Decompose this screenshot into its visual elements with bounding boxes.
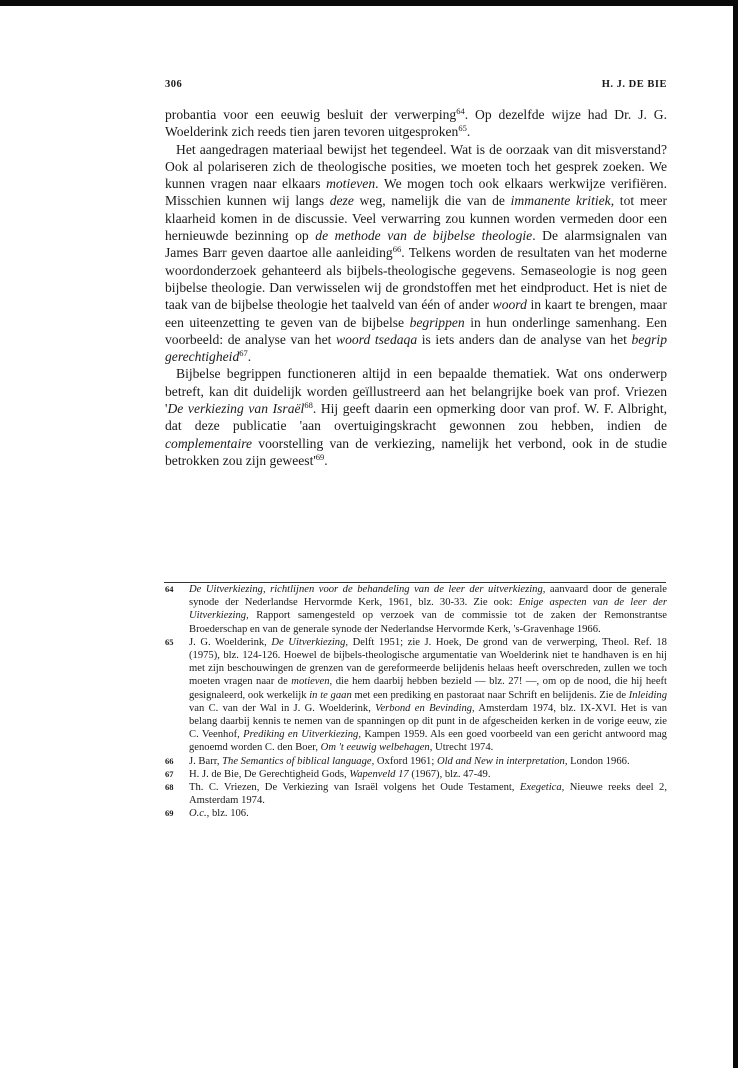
text: (1967), blz. 47-49. bbox=[408, 768, 491, 780]
text: die hem daarbij hebben bezield — blz. 27! —, om op de nood, die hij heeft gesignaleerd, ook werkelijk bbox=[189, 676, 667, 701]
emphasis: De verkiezing van Israël bbox=[167, 401, 305, 417]
text: in hun onderlinge samenhang. Een voorbeeld: de analyse van het bbox=[165, 314, 667, 347]
title: Prediking en Uitverkiezing, bbox=[243, 729, 361, 741]
footnote-68 bbox=[165, 781, 667, 807]
emphasis: deze bbox=[329, 193, 354, 209]
paragraph-3 bbox=[165, 365, 667, 469]
text: voorstelling van de verkiezing, namelijk het verbond, ook in de studie betrokken zou zijn geweest' bbox=[165, 435, 667, 468]
paragraph-2 bbox=[165, 141, 667, 366]
footnote-number: 66 bbox=[165, 755, 174, 766]
text: J. G. Woelderink, bbox=[189, 636, 272, 648]
title: Wapenveld 17 bbox=[349, 768, 409, 780]
title: De Uitverkiezing, richtlijnen voor de behandeling van de leer der uitverkiezing, bbox=[189, 584, 546, 595]
title: Enige aspecten van de leer der Uitverkiezing, bbox=[189, 597, 667, 622]
footnote-ref-65: 65 bbox=[458, 123, 467, 134]
footnote-number: 67 bbox=[165, 768, 174, 779]
footnote-number: 69 bbox=[165, 808, 174, 819]
emphasis: motieven, bbox=[291, 676, 333, 688]
text: Utrecht 1974. bbox=[432, 742, 494, 754]
emphasis: woord tsedaqa bbox=[336, 331, 418, 347]
emphasis: immanente kritiek bbox=[510, 193, 611, 209]
text: Oxford 1961; bbox=[374, 755, 437, 767]
footnote-ref-69: 69 bbox=[315, 451, 325, 462]
page-number: 306 bbox=[165, 79, 183, 90]
text: . bbox=[247, 349, 252, 365]
text: . Op dezelfde wijze had Dr. J. G. Woelderink zich reeds tien jaren tevoren uitgesproken bbox=[165, 107, 667, 140]
footnote-number: 65 bbox=[165, 636, 174, 647]
text: H. J. de Bie, De Gerechtigheid Gods, bbox=[189, 768, 350, 780]
footnote-ref-67: 67 bbox=[239, 348, 248, 359]
footnote-65 bbox=[165, 636, 667, 755]
footnote-ref-68: 68 bbox=[304, 400, 313, 411]
emphasis: in te gaan bbox=[309, 689, 352, 701]
running-head: H. J. DE BIE bbox=[601, 79, 667, 90]
text: . Hij geeft daarin een opmerking door van prof. W. F. Albright, dat deze publicatie 'aan overtuigingskracht gewonnen zou hebben, indien de bbox=[165, 401, 667, 434]
text: probantia voor een eeuwig besluit der verwerping bbox=[165, 107, 457, 122]
text: , tot meer klaarheid komen in de discussie. Veel verwarring zou kunnen worden vermeden door een hernieuwde bezinning op bbox=[165, 193, 668, 244]
footnote-67 bbox=[165, 768, 667, 781]
scan-border-top bbox=[0, 0, 738, 6]
text: met een prediking en pastoraat naar Schrift en belijdenis. Zie de bbox=[351, 689, 629, 701]
text: . bbox=[324, 452, 328, 468]
title: De Uitverkiezing, bbox=[271, 636, 349, 648]
emphasis: woord bbox=[492, 297, 527, 313]
footnote-ref-66: 66 bbox=[392, 244, 402, 255]
emphasis: motieven bbox=[326, 176, 376, 192]
text: Kampen 1959. Als een goed voorbeeld van een gericht antwoord mag genoemd worden C. den Boer, bbox=[189, 729, 667, 754]
emphasis: de methode van de bijbelse theologie bbox=[315, 228, 533, 244]
text: Th. C. Vriezen, De Verkiezing van Israël volgens het Oude Testament, bbox=[189, 782, 520, 794]
title: Om 't eeuwig welbehagen, bbox=[320, 742, 433, 754]
text: London 1966. bbox=[567, 755, 630, 767]
emphasis: begrip gerechtigheid bbox=[165, 331, 667, 365]
text: Bijbelse begrippen functioneren altijd in een bepaalde thematiek. Wat ons onderwerp betreft, kan dit duidelijk worden geïllustreerd aan het belangrijke boek van prof. Vriezen ' bbox=[165, 366, 667, 417]
footnote-number: 64 bbox=[165, 584, 174, 594]
text: Delft 1951; zie J. Hoek, De grond van de verwerping, Theol. Ref. 18 (1975), blz. 124-126. Hoewel de bijbels-theologische argumentatie van Woelderink niet te handhaven is en hij met zijn beschouwingen de grenzen van de gereformeerde belijdenis helaas heeft overschreden, zullen we toch moeten vragen naar de bbox=[189, 636, 667, 688]
title: O.c., bbox=[189, 808, 210, 820]
text: is iets anders dan de analyse van het bbox=[417, 331, 632, 347]
emphasis: complementaire bbox=[165, 435, 253, 451]
text: in kaart te brengen, maar een uiteenzetting te geven van de bijbelse bbox=[165, 297, 667, 330]
text: . We mogen toch ook elkaars werkwijze verifiëren. Misschien kunnen wij langs bbox=[165, 176, 667, 209]
emphasis: begrippen bbox=[409, 314, 465, 330]
text: aanvaard door de generale synode der Nederlandse Hervormde Kerk, 1961, blz. 30-33. Zie ook: bbox=[189, 584, 667, 609]
footnote-69 bbox=[165, 807, 667, 820]
footnote-66 bbox=[165, 755, 667, 768]
text: weg, namelijk die van de bbox=[353, 193, 511, 209]
text: J. Barr, bbox=[189, 755, 223, 767]
title: Exegetica, bbox=[519, 782, 565, 794]
text: . De alarmsignalen van James Barr geven daartoe alle aanleiding bbox=[165, 228, 667, 261]
text: . Telkens worden de resultaten van het moderne woordonderzoek gehanteerd als bijbels-theologische gegevens. Semaseologie is nog geen bijbelse theologie. Dan verwisselen wij de grondstoffen met het eindproduct. Het is niet de taak van de bijbelse theologie het taalveld van één of ander bbox=[165, 245, 667, 313]
title: Verbond en Bevinding, bbox=[375, 702, 475, 714]
footnote-64 bbox=[165, 583, 667, 636]
text: Het aangedragen materiaal bewijst het tegendeel. Wat is de oorzaak van dit misverstand? Ook al polariseren zich de theologische posities, we moeten toch het gesprek zoeken. We kunnen vragen naar elkaars bbox=[165, 141, 667, 192]
title: The Semantics of biblical language, bbox=[222, 755, 375, 767]
paragraph-1 bbox=[165, 106, 667, 141]
footnote-ref-64: 64 bbox=[456, 106, 465, 116]
footnotes bbox=[165, 583, 667, 821]
text: Rapport samengesteld op verzoek van de commissie tot de zaken der Remonstrantse Broederschap en van de generale synode der Nederlandse Hervormde Kerk, 's-Gravenhage 1966. bbox=[189, 610, 667, 635]
footnote-number: 68 bbox=[165, 782, 174, 793]
scan-border-right bbox=[733, 0, 738, 1068]
body-text bbox=[165, 106, 667, 469]
text: . bbox=[466, 124, 471, 140]
text: Nieuwe reeks deel 2, Amsterdam 1974. bbox=[189, 782, 667, 807]
title: Inleiding bbox=[628, 689, 668, 701]
text: blz. 106. bbox=[209, 808, 249, 820]
text: Amsterdam 1974, blz. IX-XVI. Het is van belang daarbij kennis te nemen van de spanningen op dit punt in de afgescheiden kerken in de vorige eeuw, zie C. Veenhof, bbox=[189, 702, 667, 741]
text: van C. van der Wal in J. G. Woelderink, bbox=[189, 702, 376, 714]
title: Old and New in interpretation, bbox=[436, 755, 568, 767]
